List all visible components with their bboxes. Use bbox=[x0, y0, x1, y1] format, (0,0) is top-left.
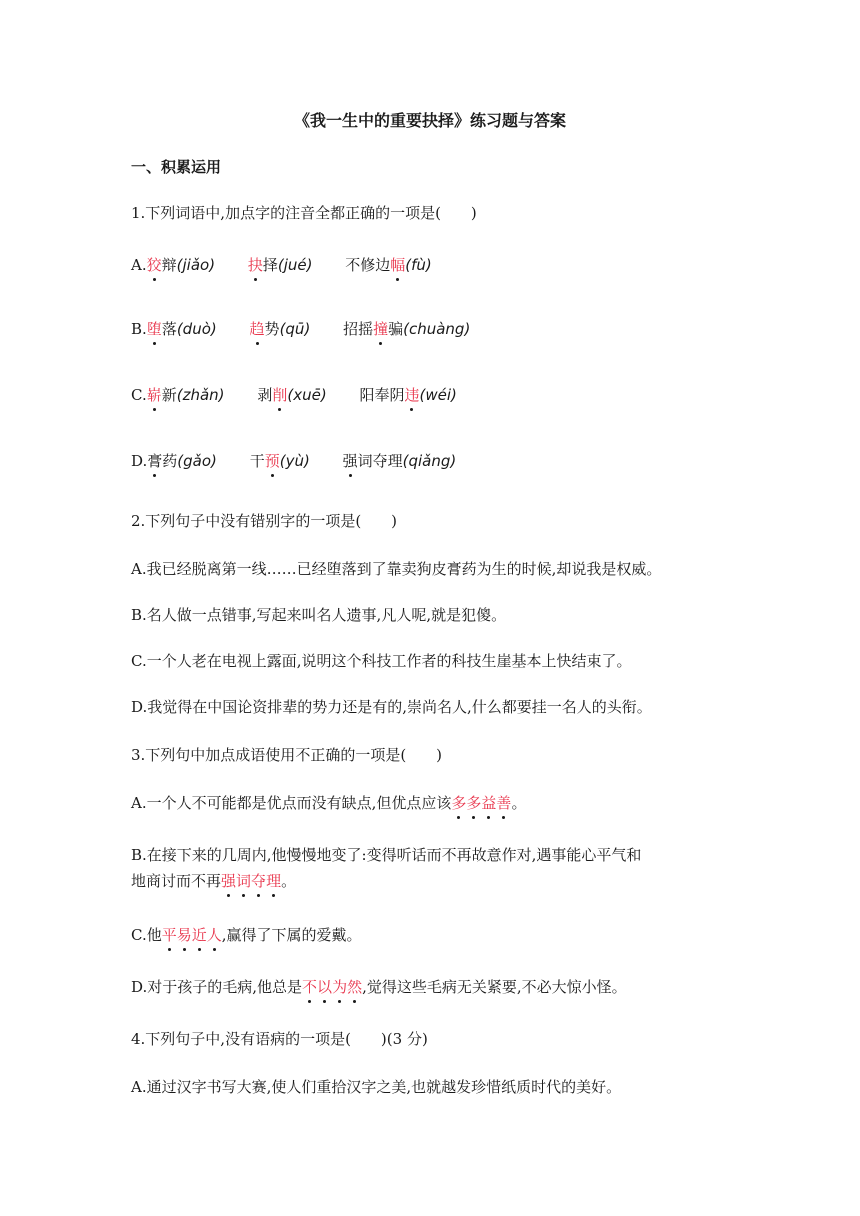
dotted-char: 削 bbox=[272, 386, 288, 404]
dotted-char: 崭 bbox=[146, 386, 162, 404]
section-heading: 一、积累运用 bbox=[131, 158, 222, 176]
q4-stem: 4.下列句子中,没有语病的一项是( )(3 分) bbox=[131, 1030, 428, 1048]
dotted-idiom bbox=[451, 794, 511, 812]
dotted-char: 幅 bbox=[390, 256, 406, 274]
dotted-char: 易 bbox=[176, 926, 192, 944]
pinyin: (xuē) bbox=[287, 386, 327, 404]
dotted-char: 多 bbox=[466, 794, 482, 812]
pinyin: (jiǎo) bbox=[176, 256, 216, 274]
pinyin: (wéi) bbox=[419, 386, 457, 404]
q3-option-a: A.一个人不可能都是优点而没有缺点,但优点应该多多益善。 bbox=[131, 794, 527, 812]
dotted-char: 预 bbox=[264, 452, 280, 470]
dotted-char: 人 bbox=[206, 926, 222, 944]
q3-option-b-line2: 地商讨而不再强词夺理。 bbox=[131, 872, 297, 890]
dotted-char: 多 bbox=[451, 794, 467, 812]
q3-option-c: C.他平易近人,赢得了下属的爱戴。 bbox=[131, 926, 362, 944]
q1-option-d: D.膏药(gǎo) 干预(yù) 强词夺理(qiǎng) bbox=[131, 452, 457, 470]
q1-option-c: C.崭新(zhǎn) 剥削(xuē) 阳奉阴违(wéi) bbox=[131, 386, 457, 404]
q2-option-b: B.名人做一点错事,写起来叫名人遗事,凡人呢,就是犯傻。 bbox=[131, 606, 507, 624]
dotted-char: 趋 bbox=[249, 320, 265, 338]
dotted-char: 撞 bbox=[373, 320, 389, 338]
dotted-char: 夺 bbox=[251, 872, 267, 890]
dotted-char: 词 bbox=[236, 872, 252, 890]
q3-stem: 3.下列句中加点成语使用不正确的一项是( ) bbox=[131, 746, 443, 764]
dotted-char: 堕 bbox=[146, 320, 162, 338]
dotted-char: 狡 bbox=[146, 256, 162, 274]
dotted-char: 理 bbox=[266, 872, 282, 890]
dotted-char: 近 bbox=[191, 926, 207, 944]
document-title: 《我一生中的重要抉择》练习题与答案 bbox=[293, 111, 566, 130]
dotted-char: 抉 bbox=[247, 256, 263, 274]
dotted-char: 益 bbox=[481, 794, 497, 812]
pinyin: (qiǎng) bbox=[402, 452, 457, 470]
q4-option-a: A.通过汉字书写大赛,使人们重拾汉字之美,也就越发珍惜纸质时代的美好。 bbox=[131, 1078, 622, 1096]
dotted-char: 平 bbox=[161, 926, 177, 944]
q1-option-a: A.狡辩(jiǎo) 抉择(jué) 不修边幅(fù) bbox=[131, 256, 432, 274]
dotted-char: 强 bbox=[342, 452, 358, 470]
pinyin: (yù) bbox=[279, 452, 310, 470]
q1-stem: 1.下列词语中,加点字的注音全都正确的一项是( ) bbox=[131, 204, 477, 222]
q2-option-a: A.我已经脱离第一线……已经堕落到了靠卖狗皮膏药为生的时候,却说我是权威。 bbox=[131, 560, 662, 578]
q3-option-b-line1: B.在接下来的几周内,他慢慢地变了:变得听话而不再故意作对,遇事能心平气和 bbox=[131, 846, 642, 864]
dotted-char: 强 bbox=[221, 872, 237, 890]
pinyin: (zhǎn) bbox=[176, 386, 225, 404]
dotted-char: 不 bbox=[302, 978, 318, 996]
dotted-char: 以 bbox=[317, 978, 333, 996]
dotted-idiom bbox=[162, 926, 222, 944]
q2-option-d: D.我觉得在中国论资排辈的势力还是有的,崇尚名人,什么都要挂一名人的头衔。 bbox=[131, 698, 652, 716]
dotted-char: 善 bbox=[496, 794, 512, 812]
dotted-char: 然 bbox=[347, 978, 363, 996]
pinyin: (fù) bbox=[405, 256, 432, 274]
pinyin: (gǎo) bbox=[177, 452, 217, 470]
dotted-idiom bbox=[221, 872, 281, 890]
pinyin: (duò) bbox=[176, 320, 217, 338]
pinyin: (qū) bbox=[279, 320, 311, 338]
dotted-char: 膏 bbox=[147, 452, 163, 470]
q2-stem: 2.下列句子中没有错别字的一项是( ) bbox=[131, 512, 398, 530]
dotted-char: 为 bbox=[332, 978, 348, 996]
q1-option-b: B.堕落(duò) 趋势(qū) 招摇撞骗(chuàng) bbox=[131, 320, 471, 338]
pinyin: (jué) bbox=[277, 256, 313, 274]
dotted-char: 违 bbox=[404, 386, 420, 404]
dotted-idiom bbox=[302, 978, 362, 996]
q3-option-d: D.对于孩子的毛病,他总是不以为然,觉得这些毛病无关紧要,不必大惊小怪。 bbox=[131, 978, 627, 996]
q2-option-c: C.一个人老在电视上露面,说明这个科技工作者的科技生崖基本上快结束了。 bbox=[131, 652, 632, 670]
pinyin: (chuàng) bbox=[403, 320, 471, 338]
